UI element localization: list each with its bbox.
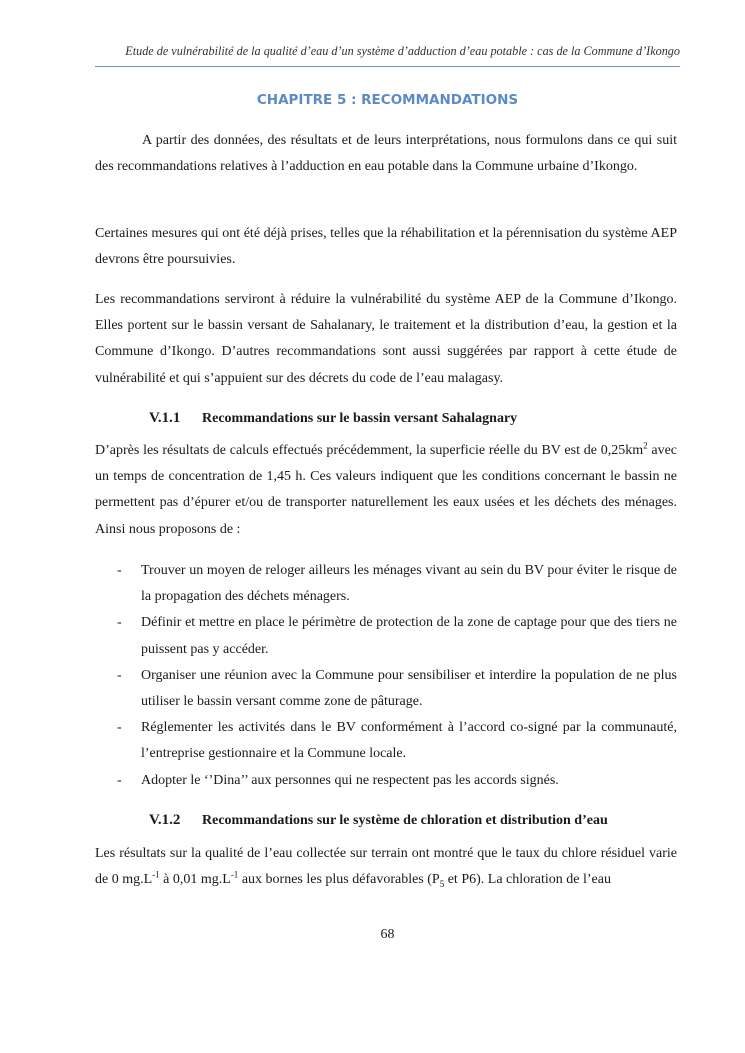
section-v12-paragraph — [95, 841, 677, 893]
text-segment: à 0,01 mg.L — [159, 872, 231, 888]
list-item — [95, 663, 677, 715]
text-segment: et P6). La chloration de l’eau — [444, 872, 611, 888]
section-number: V.1.1 — [149, 410, 181, 426]
superscript: -1 — [230, 869, 239, 880]
section-v11-paragraph — [95, 438, 677, 543]
subscript: 5 — [439, 879, 445, 889]
section-title: Recommandations sur le système de chloration et distribution d’eau — [202, 813, 608, 828]
text-segment: avec un temps de concentration de 1,45 h. Ces valeurs indiquent que les conditions concernant le bassin ne permettent pas d’épurer et/ou de transporter naturellement les eaux usées et les déchets des ménages. Ainsi nous proposons de : — [95, 443, 677, 537]
list-item-text: Trouver un moyen de reloger ailleurs les ménages vivant au sein du BV pour éviter le risque de la propagation des déchets ménagers. — [141, 563, 677, 605]
list-item — [95, 558, 677, 610]
text-segment: aux bornes les plus défavorables (P — [238, 872, 440, 888]
bullet-dash: - — [117, 667, 122, 683]
section-heading-v11 — [149, 410, 517, 427]
scope-paragraph: Les recommandations serviront à réduire la vulnérabilité du système AEP de la Commune d’Ikongo. Elles portent sur le bassin versant de Sahalanary, le traitement et la distribution d’eau, la gestion et la Commune d’Ikongo. D’autres recommandations sont aussi suggérées par rapport à cette étude de vulnérabilité et qui s’appuient sur des décrets du code de l’eau malagasy. — [95, 292, 677, 386]
list-item-text: Organiser une réunion avec la Commune pour sensibiliser et interdire la population de ne plus utiliser le bassin versant comme zone de pâturage. — [141, 667, 677, 710]
chapter-title: CHAPITRE 5 : RECOMMANDATIONS — [256, 92, 519, 108]
list-item — [95, 768, 677, 794]
header-divider — [95, 66, 680, 67]
bullet-dash: - — [117, 615, 122, 631]
measures-paragraph: Certaines mesures qui ont été déjà prises, telles que la réhabilitation et la pérennisation du système AEP devrons être poursuivies. — [95, 226, 677, 268]
list-item-text: Adopter le ‘’Dina’’ aux personnes qui ne respectent pas les accords signés. — [141, 772, 559, 788]
list-item-text: Réglementer les activités dans le BV conformément à l’accord co-signé par la communauté, l’entreprise gestionnaire et la Commune locale. — [141, 720, 677, 762]
section-heading-v12 — [149, 812, 608, 829]
bullet-dash: - — [117, 563, 122, 578]
section-number: V.1.2 — [149, 812, 181, 828]
list-item — [95, 610, 677, 662]
recommendation-list — [95, 558, 677, 794]
intro-paragraph: A partir des données, des résultats et de leurs interprétations, nous formulons dans ce qui suit des recommandations relatives à l’adduction en eau potable dans la Commune urbaine d’Ikongo. — [95, 133, 677, 175]
text-segment: D’après les résultats de calculs effectués précédemment, la superficie réelle du BV est de 0,25km — [95, 443, 644, 458]
section-title: Recommandations sur le bassin versant Sahalagnary — [202, 411, 518, 426]
superscript: 2 — [643, 440, 648, 451]
running-header: Etude de vulnérabilité de la qualité d’eau d’un système d’adduction d’eau potable : cas de la Commune d’Ikongo — [125, 44, 680, 58]
superscript: -1 — [152, 869, 160, 880]
bullet-dash: - — [117, 772, 122, 788]
list-item-text: Définir et mettre en place le périmètre de protection de la zone de captage pour que des tiers ne puissent pas y accéder. — [141, 615, 677, 657]
bullet-dash: - — [117, 720, 122, 736]
text-segment: Les résultats sur la qualité de l’eau collectée sur terrain ont montré que le taux du chlore résiduel varie de 0 mg.L — [95, 846, 677, 888]
list-item — [95, 715, 677, 767]
page-number: 68 — [380, 927, 395, 942]
